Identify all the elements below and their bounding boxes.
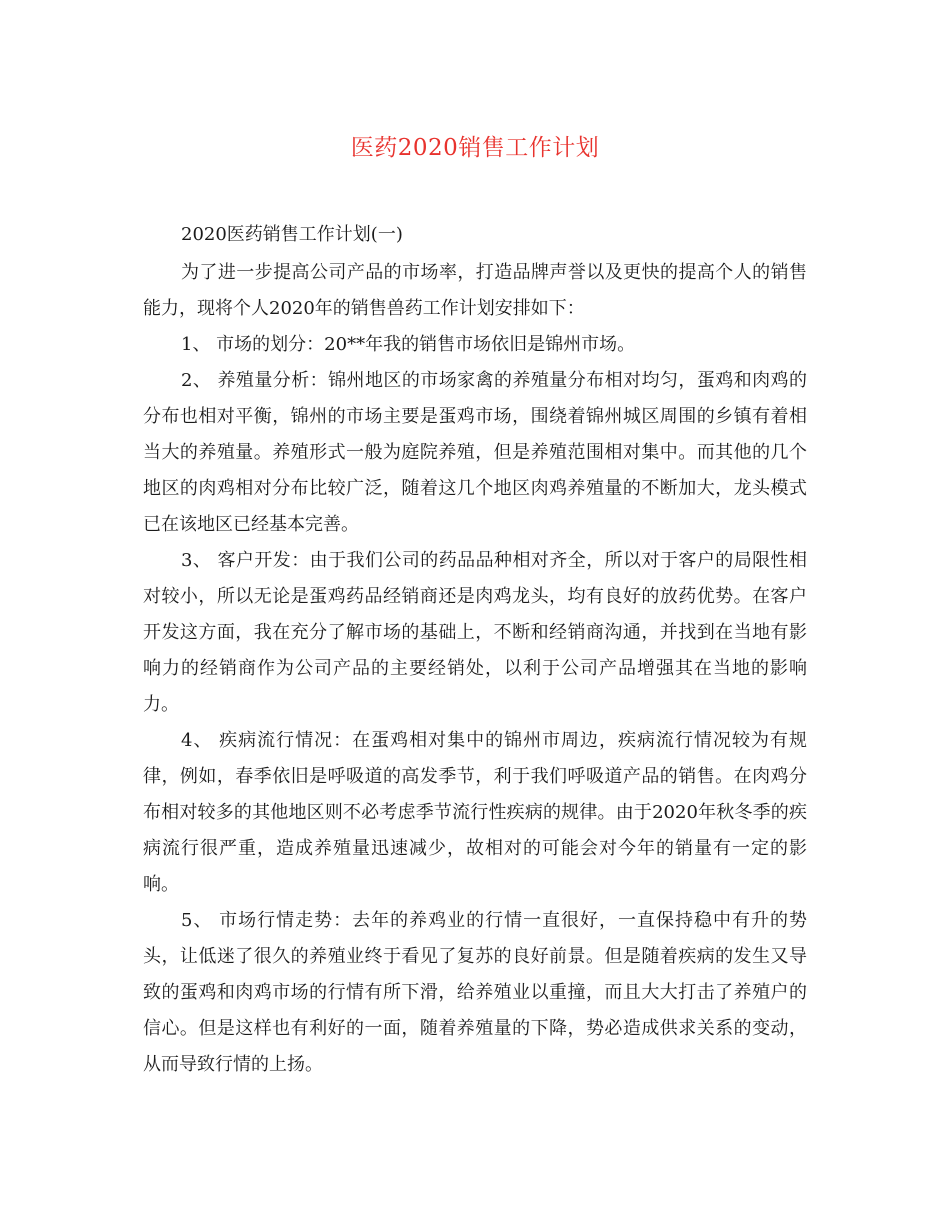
disease-situation-paragraph: 4、 疾病流行情况：在蛋鸡相对集中的锦州市周边，疾病流行情况较为有规律，例如，春季依旧是呼吸道的高发季节，利于我们呼吸道产品的销售。在肉鸡分布相对较多的其他地区则不必考虑季节流行性疾病的规律。由于2020年秋冬季的疾病流行很严重，造成养殖量迅速减少，故相对的可能会对今年的销量有一定的影响。	[143, 730, 807, 895]
section-heading: 2020医药销售工作计划(一)	[181, 224, 403, 245]
breeding-analysis-paragraph: 2、 养殖量分析：锦州地区的市场家禽的养殖量分布相对均匀，蛋鸡和肉鸡的分布也相对平衡，锦州的市场主要是蛋鸡市场，围绕着锦州城区周围的乡镇有着相当大的养殖量。养殖形式一般为庭院养殖，但是养殖范围相对集中。而其他的几个地区的肉鸡相对分布比较广泛，随着这几个地区肉鸡养殖量的不断加大，龙头模式已在该地区已经基本完善。	[143, 370, 807, 535]
customer-development-paragraph: 3、 客户开发：由于我们公司的药品品种相对齐全，所以对于客户的局限性相对较小，所以无论是蛋鸡药品经销商还是肉鸡龙头，均有良好的放药优势。在客户开发这方面，我在充分了解市场的基础上，不断和经销商沟通，并找到在当地有影响力的经销商作为公司产品的主要经销处，以利于公司产品增强其在当地的影响力。	[143, 550, 807, 715]
market-trend-paragraph: 5、 市场行情走势：去年的养鸡业的行情一直很好，一直保持稳中有升的势头，让低迷了很久的养殖业终于看见了复苏的良好前景。但是随着疾病的发生又导致的蛋鸡和肉鸡市场的行情有所下滑，给养殖业以重撞，而且大大打击了养殖户的信心。但是这样也有利好的一面，随着养殖量的下降，势必造成供求关系的变动，从而导致行情的上扬。	[143, 910, 807, 1075]
market-division-paragraph: 1、 市场的划分：20**年我的销售市场依旧是锦州市场。	[181, 334, 636, 355]
intro-paragraph: 为了进一步提高公司产品的市场率，打造品牌声誉以及更快的提高个人的销售能力，现将个人2020年的销售兽药工作计划安排如下：	[143, 262, 807, 319]
document-title: 医药2020销售工作计划	[350, 135, 600, 161]
document-body	[143, 217, 807, 1083]
